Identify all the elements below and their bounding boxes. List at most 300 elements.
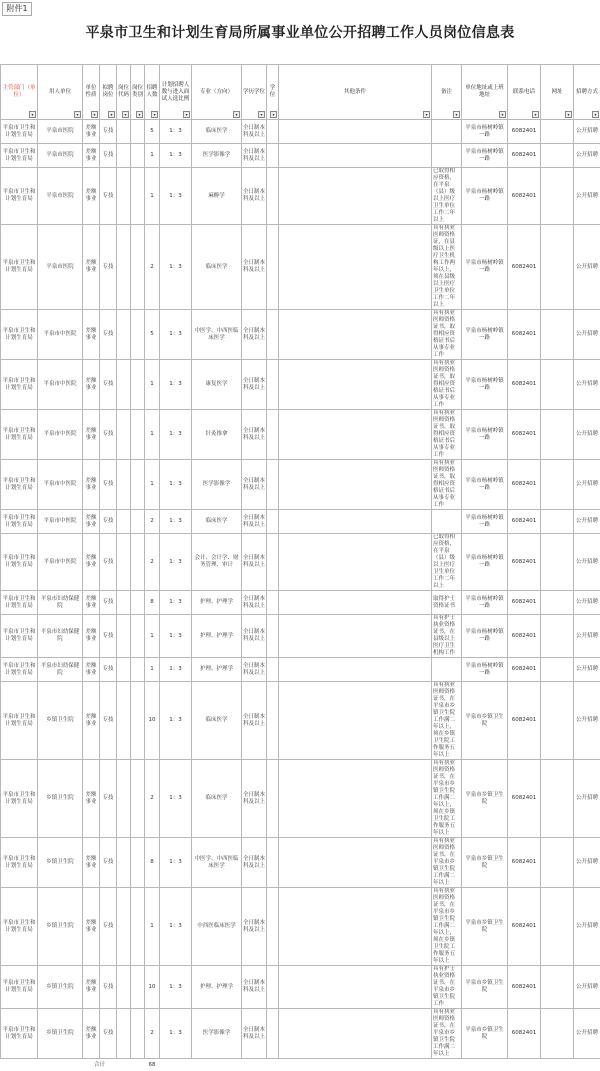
filter-dropdown-icon[interactable]: ▾: [270, 111, 277, 118]
header-post: [100, 65, 117, 120]
cell-count: 5: [145, 310, 160, 360]
header-label: 联系电话: [513, 89, 535, 95]
filter-dropdown-icon[interactable]: ▾: [565, 111, 572, 118]
cell-note: 具有执业医师资格证书，在平泉市乡镇卫生院工作满二年以上: [432, 1009, 462, 1059]
header-label: 其他条件: [344, 89, 366, 95]
cell-ratio: 1：3: [160, 760, 192, 838]
cell-web: [541, 682, 574, 760]
cell-deg: [267, 838, 279, 888]
cell-dept: 平泉市卫生和计划生育局: [1, 534, 38, 591]
positions-table: [0, 64, 600, 1071]
table-row: [1, 615, 600, 658]
cell-edu: 全日制本科及以上: [242, 682, 267, 760]
cell-way: 公开招聘: [574, 410, 600, 460]
cell-tel: 6082401: [508, 510, 541, 534]
cell-count: 8: [145, 591, 160, 615]
header-row: [1, 65, 600, 120]
cell-major: 护理、护理学: [192, 615, 242, 658]
cell-note: 具有执业医师资格证书，在平泉市乡镇卫生院工作满二年以上，须在乡镇卫生院工作服务五年以上: [432, 888, 462, 966]
cell-deg: [267, 591, 279, 615]
cell-ratio: 1：3: [160, 310, 192, 360]
cell-way: 公开招聘: [574, 510, 600, 534]
cell-ratio: 1：3: [160, 510, 192, 534]
cell-major: 临床医学: [192, 510, 242, 534]
cell-note: 取得护士资格证书: [432, 591, 462, 615]
cell-web: [541, 410, 574, 460]
cell-edu: 全日制本科及以上: [242, 838, 267, 888]
cell-tel: 6082401: [508, 225, 541, 310]
cell-post: 专技: [100, 410, 117, 460]
cell-way: 公开招聘: [574, 838, 600, 888]
cell-post: 专技: [100, 888, 117, 966]
cell-other: [279, 591, 432, 615]
cell-note: 具有执业医师资格证，在县级以上医疗卫生机构工作两年以上，须在县级以上医疗卫生单位工作二年以上: [432, 225, 462, 310]
cell-deg: [267, 966, 279, 1009]
cell-dept: 平泉市卫生和计划生育局: [1, 168, 38, 225]
cell-edu: 全日制本科及以上: [242, 1009, 267, 1059]
header-other: [279, 65, 432, 120]
cell-cat: [131, 225, 145, 310]
cell-deg: [267, 760, 279, 838]
cell-web: [541, 838, 574, 888]
filter-dropdown-icon[interactable]: ▾: [29, 111, 36, 118]
cell-web: [541, 460, 574, 510]
filter-dropdown-icon[interactable]: ▾: [499, 111, 506, 118]
cell-code: [117, 510, 131, 534]
cell-note: 具有执业医师资格证书，取得相应资格证书后从事专业工作: [432, 460, 462, 510]
cell-count: 1: [145, 144, 160, 168]
cell-other: [279, 120, 432, 144]
cell-post: 专技: [100, 360, 117, 410]
cell-other: [279, 760, 432, 838]
cell-dept: 平泉市卫生和计划生育局: [1, 360, 38, 410]
cell-note: 具有执业医师资格证书，取得相应资格证书后从事专业工作: [432, 360, 462, 410]
cell-addr: 平泉市杨树岭镇一路: [462, 591, 508, 615]
cell-other: [279, 888, 432, 966]
cell-way: 公开招聘: [574, 615, 600, 658]
header-label: 单位地址或上班地址: [465, 85, 504, 98]
cell-ratio: 1：3: [160, 682, 192, 760]
cell-edu: 全日制本科及以上: [242, 410, 267, 460]
cell-edu: 全日制本科及以上: [242, 168, 267, 225]
cell-other: [279, 534, 432, 591]
cell-major: 护理、护理学: [192, 966, 242, 1009]
cell-nature: 差额事业: [83, 966, 100, 1009]
table-row: [1, 460, 600, 510]
cell-edu: 全日制本科及以上: [242, 534, 267, 591]
cell-count: 2: [145, 760, 160, 838]
cell-post: 专技: [100, 144, 117, 168]
cell-dept: 平泉市卫生和计划生育局: [1, 120, 38, 144]
cell-cat: [131, 534, 145, 591]
cell-addr: 平泉市杨树岭镇一路: [462, 360, 508, 410]
cell-unit: 乡镇卫生院: [38, 1009, 83, 1059]
table-row: [1, 591, 600, 615]
cell-note: 具有执业医师资格证书，在平泉市乡镇卫生院工作满二年以上，须在乡镇卫生院工作服务五年以上: [432, 760, 462, 838]
cell-note: 具有执业医师资格证书，取得相应资格证书后从事专业工作: [432, 310, 462, 360]
cell-edu: 全日制本科及以上: [242, 310, 267, 360]
cell-count: 2: [145, 225, 160, 310]
cell-cat: [131, 360, 145, 410]
cell-ratio: 1：3: [160, 460, 192, 510]
cell-edu: 全日制本科及以上: [242, 760, 267, 838]
cell-major: 中西医临床医学: [192, 888, 242, 966]
cell-post: 专技: [100, 168, 117, 225]
cell-unit: 平泉市中医院: [38, 460, 83, 510]
cell-note: [432, 658, 462, 682]
cell-ratio: 1：3: [160, 838, 192, 888]
cell-addr: 平泉市杨树岭镇一路: [462, 144, 508, 168]
cell-ratio: 1：3: [160, 168, 192, 225]
header-label: 备注: [441, 89, 452, 95]
cell-cat: [131, 760, 145, 838]
cell-dept: 平泉市卫生和计划生育局: [1, 682, 38, 760]
header-deg: [267, 65, 279, 120]
cell-edu: 全日制本科及以上: [242, 360, 267, 410]
header-label: 主管部门（单位）: [2, 85, 35, 98]
cell-post: 专技: [100, 966, 117, 1009]
header-code: [117, 65, 131, 120]
filter-dropdown-icon[interactable]: ▾: [183, 111, 190, 118]
cell-edu: 全日制本科及以上: [242, 966, 267, 1009]
cell-other: [279, 360, 432, 410]
cell-unit: 平泉市中医院: [38, 410, 83, 460]
cell-other: [279, 1009, 432, 1059]
cell-nature: 差额事业: [83, 144, 100, 168]
cell-other: [279, 410, 432, 460]
cell-dept: 平泉市卫生和计划生育局: [1, 410, 38, 460]
cell-edu: 全日制本科及以上: [242, 510, 267, 534]
cell-post: 专技: [100, 534, 117, 591]
cell-major: 护理、护理学: [192, 591, 242, 615]
cell-count: 1: [145, 360, 160, 410]
cell-way: 公开招聘: [574, 225, 600, 310]
cell-addr: 平泉市杨树岭镇一路: [462, 658, 508, 682]
cell-dept: 平泉市卫生和计划生育局: [1, 591, 38, 615]
cell-nature: 差额事业: [83, 534, 100, 591]
cell-nature: 差额事业: [83, 1009, 100, 1059]
cell-nature: 差额事业: [83, 310, 100, 360]
cell-note: [432, 510, 462, 534]
cell-nature: 差额事业: [83, 760, 100, 838]
header-addr: [462, 65, 508, 120]
cell-ratio: 1：3: [160, 591, 192, 615]
table-row: [1, 658, 600, 682]
cell-count: 1: [145, 658, 160, 682]
header-web: [541, 65, 574, 120]
table-row: [1, 144, 600, 168]
cell-way: 公开招聘: [574, 534, 600, 591]
table-row: [1, 168, 600, 225]
cell-edu: 全日制本科及以上: [242, 144, 267, 168]
cell-edu: 全日制本科及以上: [242, 591, 267, 615]
cell-cat: [131, 1009, 145, 1059]
cell-dept: 平泉市卫生和计划生育局: [1, 615, 38, 658]
header-major: [192, 65, 242, 120]
cell-note: 具有执业医师资格证书，取得相应资格证书后从事专业工作: [432, 410, 462, 460]
cell-count: 1: [145, 168, 160, 225]
cell-addr: 平泉市乡镇卫生院: [462, 838, 508, 888]
header-label: 计划招聘人数与进入面试人选比例: [162, 82, 190, 102]
cell-code: [117, 144, 131, 168]
cell-cat: [131, 144, 145, 168]
header-cat: [131, 65, 145, 120]
cell-count: 2: [145, 534, 160, 591]
filter-dropdown-icon[interactable]: ▾: [453, 111, 460, 118]
cell-cat: [131, 615, 145, 658]
cell-ratio: 1：3: [160, 966, 192, 1009]
table-row: [1, 510, 600, 534]
header-tel: [508, 65, 541, 120]
summary-label: 合计: [83, 1059, 117, 1071]
cell-cat: [131, 510, 145, 534]
cell-cat: [131, 966, 145, 1009]
header-label: 招聘方式: [576, 89, 598, 95]
cell-unit: 乡镇卫生院: [38, 682, 83, 760]
cell-post: 专技: [100, 838, 117, 888]
cell-way: 公开招聘: [574, 682, 600, 760]
cell-nature: 差额事业: [83, 658, 100, 682]
header-label: 岗位类别: [132, 85, 143, 98]
cell-ratio: 1：3: [160, 888, 192, 966]
cell-post: 专技: [100, 310, 117, 360]
cell-dept: 平泉市卫生和计划生育局: [1, 838, 38, 888]
cell-note: 具有护士执业资格证书，在平泉市乡镇卫生院工作: [432, 966, 462, 1009]
cell-other: [279, 144, 432, 168]
cell-cat: [131, 591, 145, 615]
filter-dropdown-icon[interactable]: ▾: [122, 111, 129, 118]
cell-tel: 6082401: [508, 144, 541, 168]
cell-web: [541, 168, 574, 225]
cell-edu: 全日制本科及以上: [242, 120, 267, 144]
cell-cat: [131, 460, 145, 510]
header-label: 学历学位: [243, 89, 265, 95]
cell-cat: [131, 310, 145, 360]
cell-post: 专技: [100, 460, 117, 510]
cell-note: 已取得相应资格，在平泉（县）级以上医疗卫生单位工作二年以上: [432, 534, 462, 591]
cell-ratio: 1：3: [160, 658, 192, 682]
filter-dropdown-icon[interactable]: ▾: [151, 111, 158, 118]
cell-deg: [267, 658, 279, 682]
cell-deg: [267, 510, 279, 534]
cell-web: [541, 510, 574, 534]
filter-dropdown-icon[interactable]: ▾: [136, 111, 143, 118]
cell-major: 临床医学: [192, 682, 242, 760]
cell-code: [117, 658, 131, 682]
cell-major: 麻醉学: [192, 168, 242, 225]
cell-count: 2: [145, 510, 160, 534]
cell-deg: [267, 888, 279, 966]
cell-nature: 差额事业: [83, 120, 100, 144]
cell-note: [432, 120, 462, 144]
cell-cat: [131, 888, 145, 966]
cell-cat: [131, 838, 145, 888]
header-unit: [38, 65, 83, 120]
cell-post: 专技: [100, 658, 117, 682]
cell-cat: [131, 168, 145, 225]
cell-major: 会计、会计学、财务管理、审计: [192, 534, 242, 591]
cell-deg: [267, 120, 279, 144]
summary-total: 68: [145, 1059, 160, 1071]
cell-count: 5: [145, 120, 160, 144]
cell-tel: 6082401: [508, 838, 541, 888]
filter-dropdown-icon[interactable]: ▾: [91, 111, 98, 118]
cell-way: 公开招聘: [574, 1009, 600, 1059]
cell-deg: [267, 460, 279, 510]
cell-dept: 平泉市卫生和计划生育局: [1, 310, 38, 360]
cell-ratio: 1：3: [160, 144, 192, 168]
cell-ratio: 1：3: [160, 615, 192, 658]
cell-note: 具有执业医师资格证书，在平泉市乡镇卫生院工作满二年以上: [432, 838, 462, 888]
cell-code: [117, 966, 131, 1009]
filter-dropdown-icon[interactable]: ▾: [108, 111, 115, 118]
header-label: 专业（方向）: [200, 89, 233, 95]
cell-edu: 全日制本科及以上: [242, 460, 267, 510]
cell-code: [117, 410, 131, 460]
cell-nature: 差额事业: [83, 591, 100, 615]
filter-dropdown-icon[interactable]: ▾: [74, 111, 81, 118]
cell-major: 医学影像学: [192, 1009, 242, 1059]
cell-tel: 6082401: [508, 1009, 541, 1059]
cell-addr: 平泉市杨树岭镇一路: [462, 310, 508, 360]
filter-dropdown-icon[interactable]: ▾: [233, 111, 240, 118]
header-count: [145, 65, 160, 120]
cell-deg: [267, 310, 279, 360]
cell-other: [279, 310, 432, 360]
cell-web: [541, 225, 574, 310]
cell-unit: 乡镇卫生院: [38, 966, 83, 1009]
cell-tel: 6082401: [508, 360, 541, 410]
cell-code: [117, 310, 131, 360]
cell-deg: [267, 410, 279, 460]
cell-nature: 差额事业: [83, 615, 100, 658]
cell-unit: 平泉市医院: [38, 225, 83, 310]
cell-addr: 平泉市乡镇卫生院: [462, 966, 508, 1009]
cell-way: 公开招聘: [574, 760, 600, 838]
cell-post: 专技: [100, 225, 117, 310]
cell-deg: [267, 144, 279, 168]
cell-code: [117, 682, 131, 760]
cell-addr: 平泉市乡镇卫生院: [462, 1009, 508, 1059]
cell-cat: [131, 410, 145, 460]
cell-code: [117, 534, 131, 591]
cell-code: [117, 615, 131, 658]
cell-count: 2: [145, 1009, 160, 1059]
cell-major: 针灸推拿: [192, 410, 242, 460]
cell-code: [117, 1009, 131, 1059]
header-note: [432, 65, 462, 120]
cell-web: [541, 310, 574, 360]
cell-post: 专技: [100, 1009, 117, 1059]
cell-code: [117, 225, 131, 310]
cell-tel: 6082401: [508, 310, 541, 360]
cell-count: 1: [145, 615, 160, 658]
table-row: [1, 534, 600, 591]
table-row: [1, 838, 600, 888]
cell-other: [279, 615, 432, 658]
cell-code: [117, 168, 131, 225]
cell-major: 康复医学: [192, 360, 242, 410]
cell-code: [117, 838, 131, 888]
cell-addr: 平泉市杨树岭镇一路: [462, 534, 508, 591]
table-row: [1, 966, 600, 1009]
cell-addr: 平泉市杨树岭镇一路: [462, 615, 508, 658]
cell-dept: 平泉市卫生和计划生育局: [1, 888, 38, 966]
cell-unit: 平泉市医院: [38, 168, 83, 225]
cell-note: 具有执业医师资格证书，在平泉市乡镇卫生院工作满二年以上，须在乡镇卫生院工作服务五年以上: [432, 682, 462, 760]
page-title: 平泉市卫生和计划生育局所属事业单位公开招聘工作人员岗位信息表: [0, 22, 600, 42]
cell-count: 10: [145, 966, 160, 1009]
cell-addr: 平泉市杨树岭镇一路: [462, 460, 508, 510]
cell-tel: 6082401: [508, 460, 541, 510]
cell-other: [279, 838, 432, 888]
cell-cat: [131, 120, 145, 144]
cell-edu: 全日制本科及以上: [242, 658, 267, 682]
filter-dropdown-icon[interactable]: ▾: [592, 111, 599, 118]
cell-web: [541, 534, 574, 591]
cell-dept: 平泉市卫生和计划生育局: [1, 225, 38, 310]
cell-way: 公开招聘: [574, 120, 600, 144]
cell-tel: 6082401: [508, 658, 541, 682]
cell-unit: 平泉市医院: [38, 144, 83, 168]
cell-cat: [131, 682, 145, 760]
cell-unit: 平泉市妇幼保健院: [38, 615, 83, 658]
cell-major: 临床医学: [192, 225, 242, 310]
cell-tel: 6082401: [508, 760, 541, 838]
cell-major: 医学影像学: [192, 460, 242, 510]
cell-way: 公开招聘: [574, 591, 600, 615]
cell-dept: 平泉市卫生和计划生育局: [1, 760, 38, 838]
cell-nature: 差额事业: [83, 168, 100, 225]
cell-way: 公开招聘: [574, 658, 600, 682]
cell-deg: [267, 615, 279, 658]
cell-nature: 差额事业: [83, 410, 100, 460]
cell-web: [541, 658, 574, 682]
cell-ratio: 1：3: [160, 120, 192, 144]
cell-unit: 平泉市医院: [38, 120, 83, 144]
cell-web: [541, 760, 574, 838]
cell-deg: [267, 225, 279, 310]
cell-way: 公开招聘: [574, 360, 600, 410]
cell-dept: 平泉市卫生和计划生育局: [1, 144, 38, 168]
cell-ratio: 1：3: [160, 225, 192, 310]
cell-web: [541, 888, 574, 966]
filter-dropdown-icon[interactable]: ▾: [532, 111, 539, 118]
header-way: [574, 65, 600, 120]
table-row: [1, 360, 600, 410]
cell-tel: 6082401: [508, 591, 541, 615]
filter-dropdown-icon[interactable]: ▾: [423, 111, 430, 118]
cell-nature: 差额事业: [83, 838, 100, 888]
cell-code: [117, 760, 131, 838]
cell-way: 公开招聘: [574, 168, 600, 225]
cell-dept: 平泉市卫生和计划生育局: [1, 1009, 38, 1059]
cell-nature: 差额事业: [83, 510, 100, 534]
cell-way: 公开招聘: [574, 310, 600, 360]
header-edu: [242, 65, 267, 120]
cell-other: [279, 966, 432, 1009]
cell-dept: 平泉市卫生和计划生育局: [1, 460, 38, 510]
cell-nature: 差额事业: [83, 225, 100, 310]
cell-deg: [267, 168, 279, 225]
cell-other: [279, 460, 432, 510]
cell-deg: [267, 534, 279, 591]
cell-count: 10: [145, 682, 160, 760]
cell-unit: 平泉市中医院: [38, 360, 83, 410]
filter-dropdown-icon[interactable]: ▾: [258, 111, 265, 118]
table-row: [1, 760, 600, 838]
cell-addr: 平泉市乡镇卫生院: [462, 682, 508, 760]
